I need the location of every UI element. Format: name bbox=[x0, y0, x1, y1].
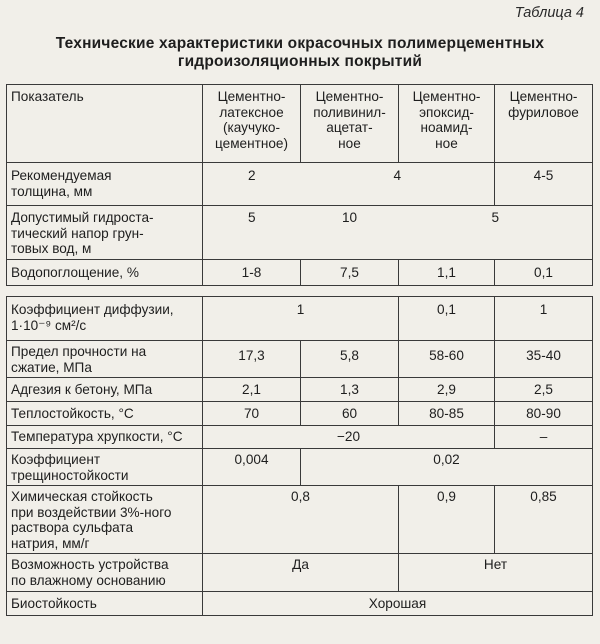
value-pressure-latex: 5 bbox=[203, 206, 301, 260]
value-thickness-furyl: 4-5 bbox=[495, 163, 593, 206]
row-label-absorption: Водопоглощение, % bbox=[7, 260, 203, 286]
value-brittle-furyl: – bbox=[495, 426, 593, 449]
row-label-chemical: Химическая стойкость при воздействии 3%-ного раствора сульфата натрия, мм/г bbox=[7, 486, 203, 554]
header-pva: Цементно- поливинил- ацетат- ное bbox=[301, 85, 399, 163]
value-absorption-furyl: 0,1 bbox=[495, 260, 593, 286]
value-pressure-pva: 10 bbox=[301, 206, 399, 260]
row-label-diffusion: Коэффициент диффузии, 1·10⁻⁹ см²/с bbox=[7, 297, 203, 341]
value-strength-latex: 17,3 bbox=[203, 341, 301, 378]
value-heat-latex: 70 bbox=[203, 402, 301, 426]
row-label-bio: Биостойкость bbox=[7, 592, 203, 616]
row-label-wet: Возможность устройства по влажному основанию bbox=[7, 554, 203, 592]
value-diffusion-furyl: 1 bbox=[495, 297, 593, 341]
value-absorption-pva: 7,5 bbox=[301, 260, 399, 286]
header-indicator: Показатель bbox=[7, 85, 203, 163]
value-heat-furyl: 80-90 bbox=[495, 402, 593, 426]
value-thickness-pva-epoxy: 4 bbox=[301, 163, 495, 206]
value-adhesion-pva: 1,3 bbox=[301, 378, 399, 402]
table-title-line1: Технические характеристики окрасочных полимерцементных bbox=[55, 35, 545, 52]
row-label-adhesion: Адгезия к бетону, МПа bbox=[7, 378, 203, 402]
value-chemical-epoxy: 0,9 bbox=[399, 486, 495, 554]
table-row bbox=[7, 592, 593, 616]
value-pressure-epoxy-furyl: 5 bbox=[399, 206, 593, 260]
row-label-crack: Коэффициент трещиностойкости bbox=[7, 449, 203, 486]
value-bio-all: Хорошая bbox=[203, 592, 593, 616]
value-thickness-latex: 2 bbox=[203, 163, 301, 206]
table-row bbox=[7, 449, 593, 486]
table-row bbox=[7, 378, 593, 402]
value-heat-epoxy: 80-85 bbox=[399, 402, 495, 426]
table-caption: Таблица 4 bbox=[514, 5, 584, 21]
header-furyl: Цементно- фуриловое bbox=[495, 85, 593, 163]
value-brittle-latex-pva-epoxy: −20 bbox=[203, 426, 495, 449]
table-row bbox=[7, 426, 593, 449]
characteristics-table-upper bbox=[6, 84, 593, 286]
table-row bbox=[7, 341, 593, 378]
row-label-strength: Предел прочности на сжатие, МПа bbox=[7, 341, 203, 378]
table-title bbox=[0, 35, 600, 71]
value-absorption-latex: 1-8 bbox=[203, 260, 301, 286]
characteristics-table-lower bbox=[6, 296, 593, 616]
header-latex: Цементно- латексное (каучуко- цементное) bbox=[203, 85, 301, 163]
row-label-pressure: Допустимый гидроста- тический напор грун- товых вод, м bbox=[7, 206, 203, 260]
value-wet-latex-pva: Да bbox=[203, 554, 399, 592]
value-strength-pva: 5,8 bbox=[301, 341, 399, 378]
value-diffusion-latex-pva: 1 bbox=[203, 297, 399, 341]
row-label-thickness: Рекомендуемая толщина, мм bbox=[7, 163, 203, 206]
table-row bbox=[7, 297, 593, 341]
value-chemical-latex-pva: 0,8 bbox=[203, 486, 399, 554]
value-absorption-epoxy: 1,1 bbox=[399, 260, 495, 286]
value-wet-epoxy-furyl: Нет bbox=[399, 554, 593, 592]
header-row bbox=[7, 85, 593, 163]
value-crack-latex: 0,004 bbox=[203, 449, 301, 486]
value-diffusion-epoxy: 0,1 bbox=[399, 297, 495, 341]
row-label-heat: Теплостойкость, °С bbox=[7, 402, 203, 426]
value-strength-epoxy: 58-60 bbox=[399, 341, 495, 378]
table-row bbox=[7, 163, 593, 206]
value-chemical-furyl: 0,85 bbox=[495, 486, 593, 554]
value-adhesion-epoxy: 2,9 bbox=[399, 378, 495, 402]
value-adhesion-furyl: 2,5 bbox=[495, 378, 593, 402]
value-adhesion-latex: 2,1 bbox=[203, 378, 301, 402]
table-row bbox=[7, 206, 593, 260]
header-epoxy: Цементно- эпоксид- ноамид- ное bbox=[399, 85, 495, 163]
table-row bbox=[7, 402, 593, 426]
table-row bbox=[7, 260, 593, 286]
value-heat-pva: 60 bbox=[301, 402, 399, 426]
value-crack-pva-epoxy-furyl: 0,02 bbox=[301, 449, 593, 486]
row-label-brittle: Температура хрупкости, °С bbox=[7, 426, 203, 449]
table-row bbox=[7, 554, 593, 592]
value-strength-furyl: 35-40 bbox=[495, 341, 593, 378]
table-title-line2: гидроизоляционных покрытий bbox=[177, 53, 423, 70]
table-row bbox=[7, 486, 593, 554]
